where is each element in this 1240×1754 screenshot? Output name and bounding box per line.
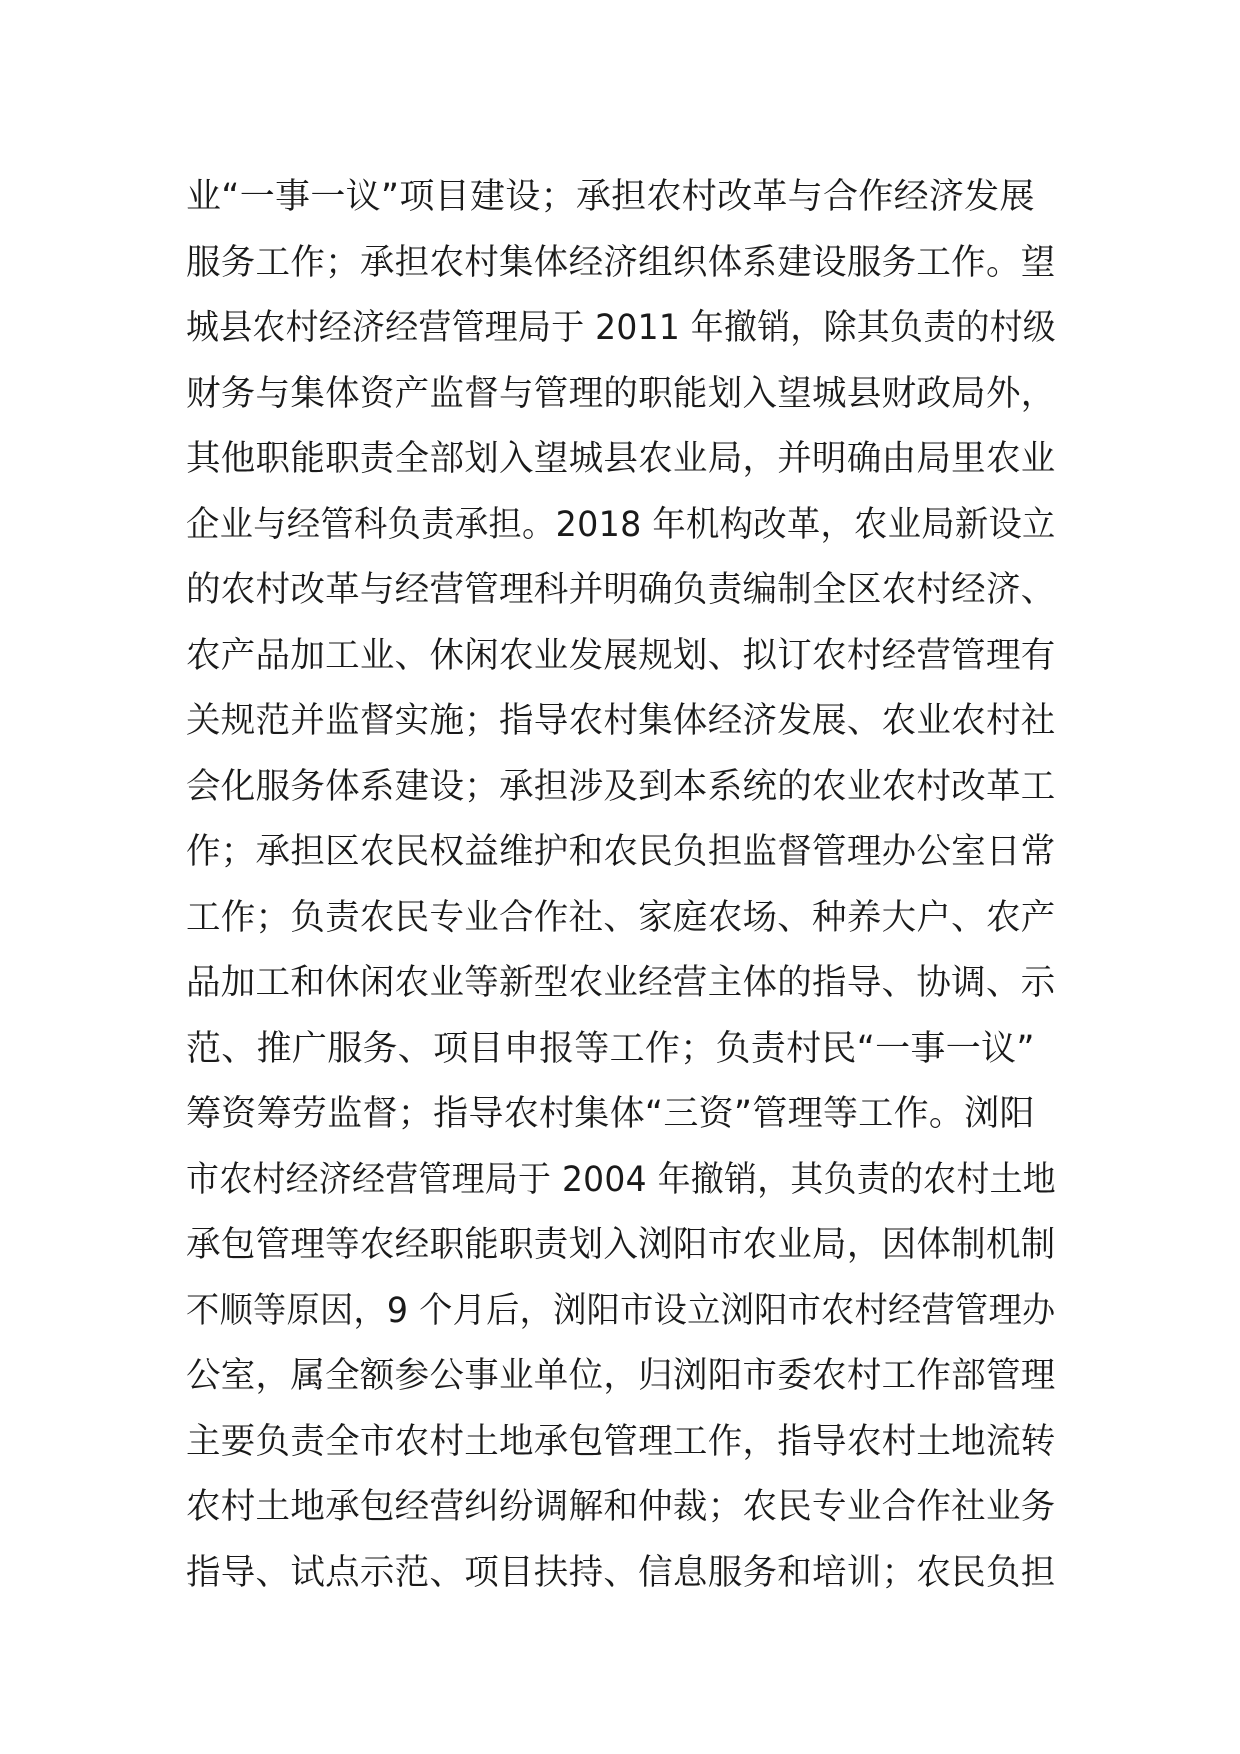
text-line: 其他职能职责全部划入望城县农业局，并明确由局里农业: [186, 439, 1056, 479]
text-line: 工作；负责农民专业合作社、家庭农场、种养大户、农产: [186, 897, 1056, 938]
text-line: 关规范并监督实施；指导农村集体经济发展、农业农村社: [186, 701, 1056, 741]
text-line: 会化服务体系建设；承担涉及到本系统的农业农村改革工: [186, 766, 1056, 807]
text-line: 农村土地承包经营纠纷调解和仲裁；农民专业合作社业务: [186, 1487, 1056, 1527]
text-line: 作；承担区农民权益维护和农民负担监督管理办公室日常: [186, 832, 1056, 872]
text-line: 不顺等原因，9 个月后，浏阳市设立浏阳市农村经营管理办: [186, 1290, 1056, 1331]
text-line: 公室，属全额参公事业单位，归浏阳市委农村工作部管理: [186, 1356, 1056, 1396]
text-line: 承包管理等农经职能职责划入浏阳市农业局，因体制机制: [186, 1225, 1056, 1265]
text-line: 企业与经管科负责承担。2018 年机构改革，农业局新设立: [186, 504, 1056, 545]
text-line: 财务与集体资产监督与管理的职能划入望城县财政局外，: [186, 373, 1056, 414]
text-line: 城县农村经济经营管理局于 2011 年撤销，除其负责的村级: [186, 308, 1056, 348]
text-line: 业“一事一议”项目建设；承担农村改革与合作经济发展: [186, 177, 1035, 217]
text-line: 品加工和休闲农业等新型农业经营主体的指导、协调、示: [186, 963, 1056, 1003]
text-line: 主要负责全市农村土地承包管理工作，指导农村土地流转: [186, 1421, 1056, 1462]
text-line: 农产品加工业、休闲农业发展规划、拟订农村经营管理有: [186, 635, 1056, 676]
text-line: 服务工作；承担农村集体经济组织体系建设服务工作。望: [186, 242, 1056, 283]
text-line: 市农村经济经营管理局于 2004 年撤销，其负责的农村土地: [186, 1159, 1056, 1200]
text-line: 的农村改革与经营管理科并明确负责编制全区农村经济、: [186, 570, 1056, 610]
body-text: [186, 165, 1056, 1606]
text-line: 指导、试点示范、项目扶持、信息服务和培训；农民负担: [186, 1552, 1056, 1593]
text-line: 筹资筹劳监督；指导农村集体“三资”管理等工作。浏阳: [186, 1094, 1035, 1134]
text-line: 范、推广服务、项目申报等工作；负责村民“一事一议”: [186, 1028, 1035, 1069]
